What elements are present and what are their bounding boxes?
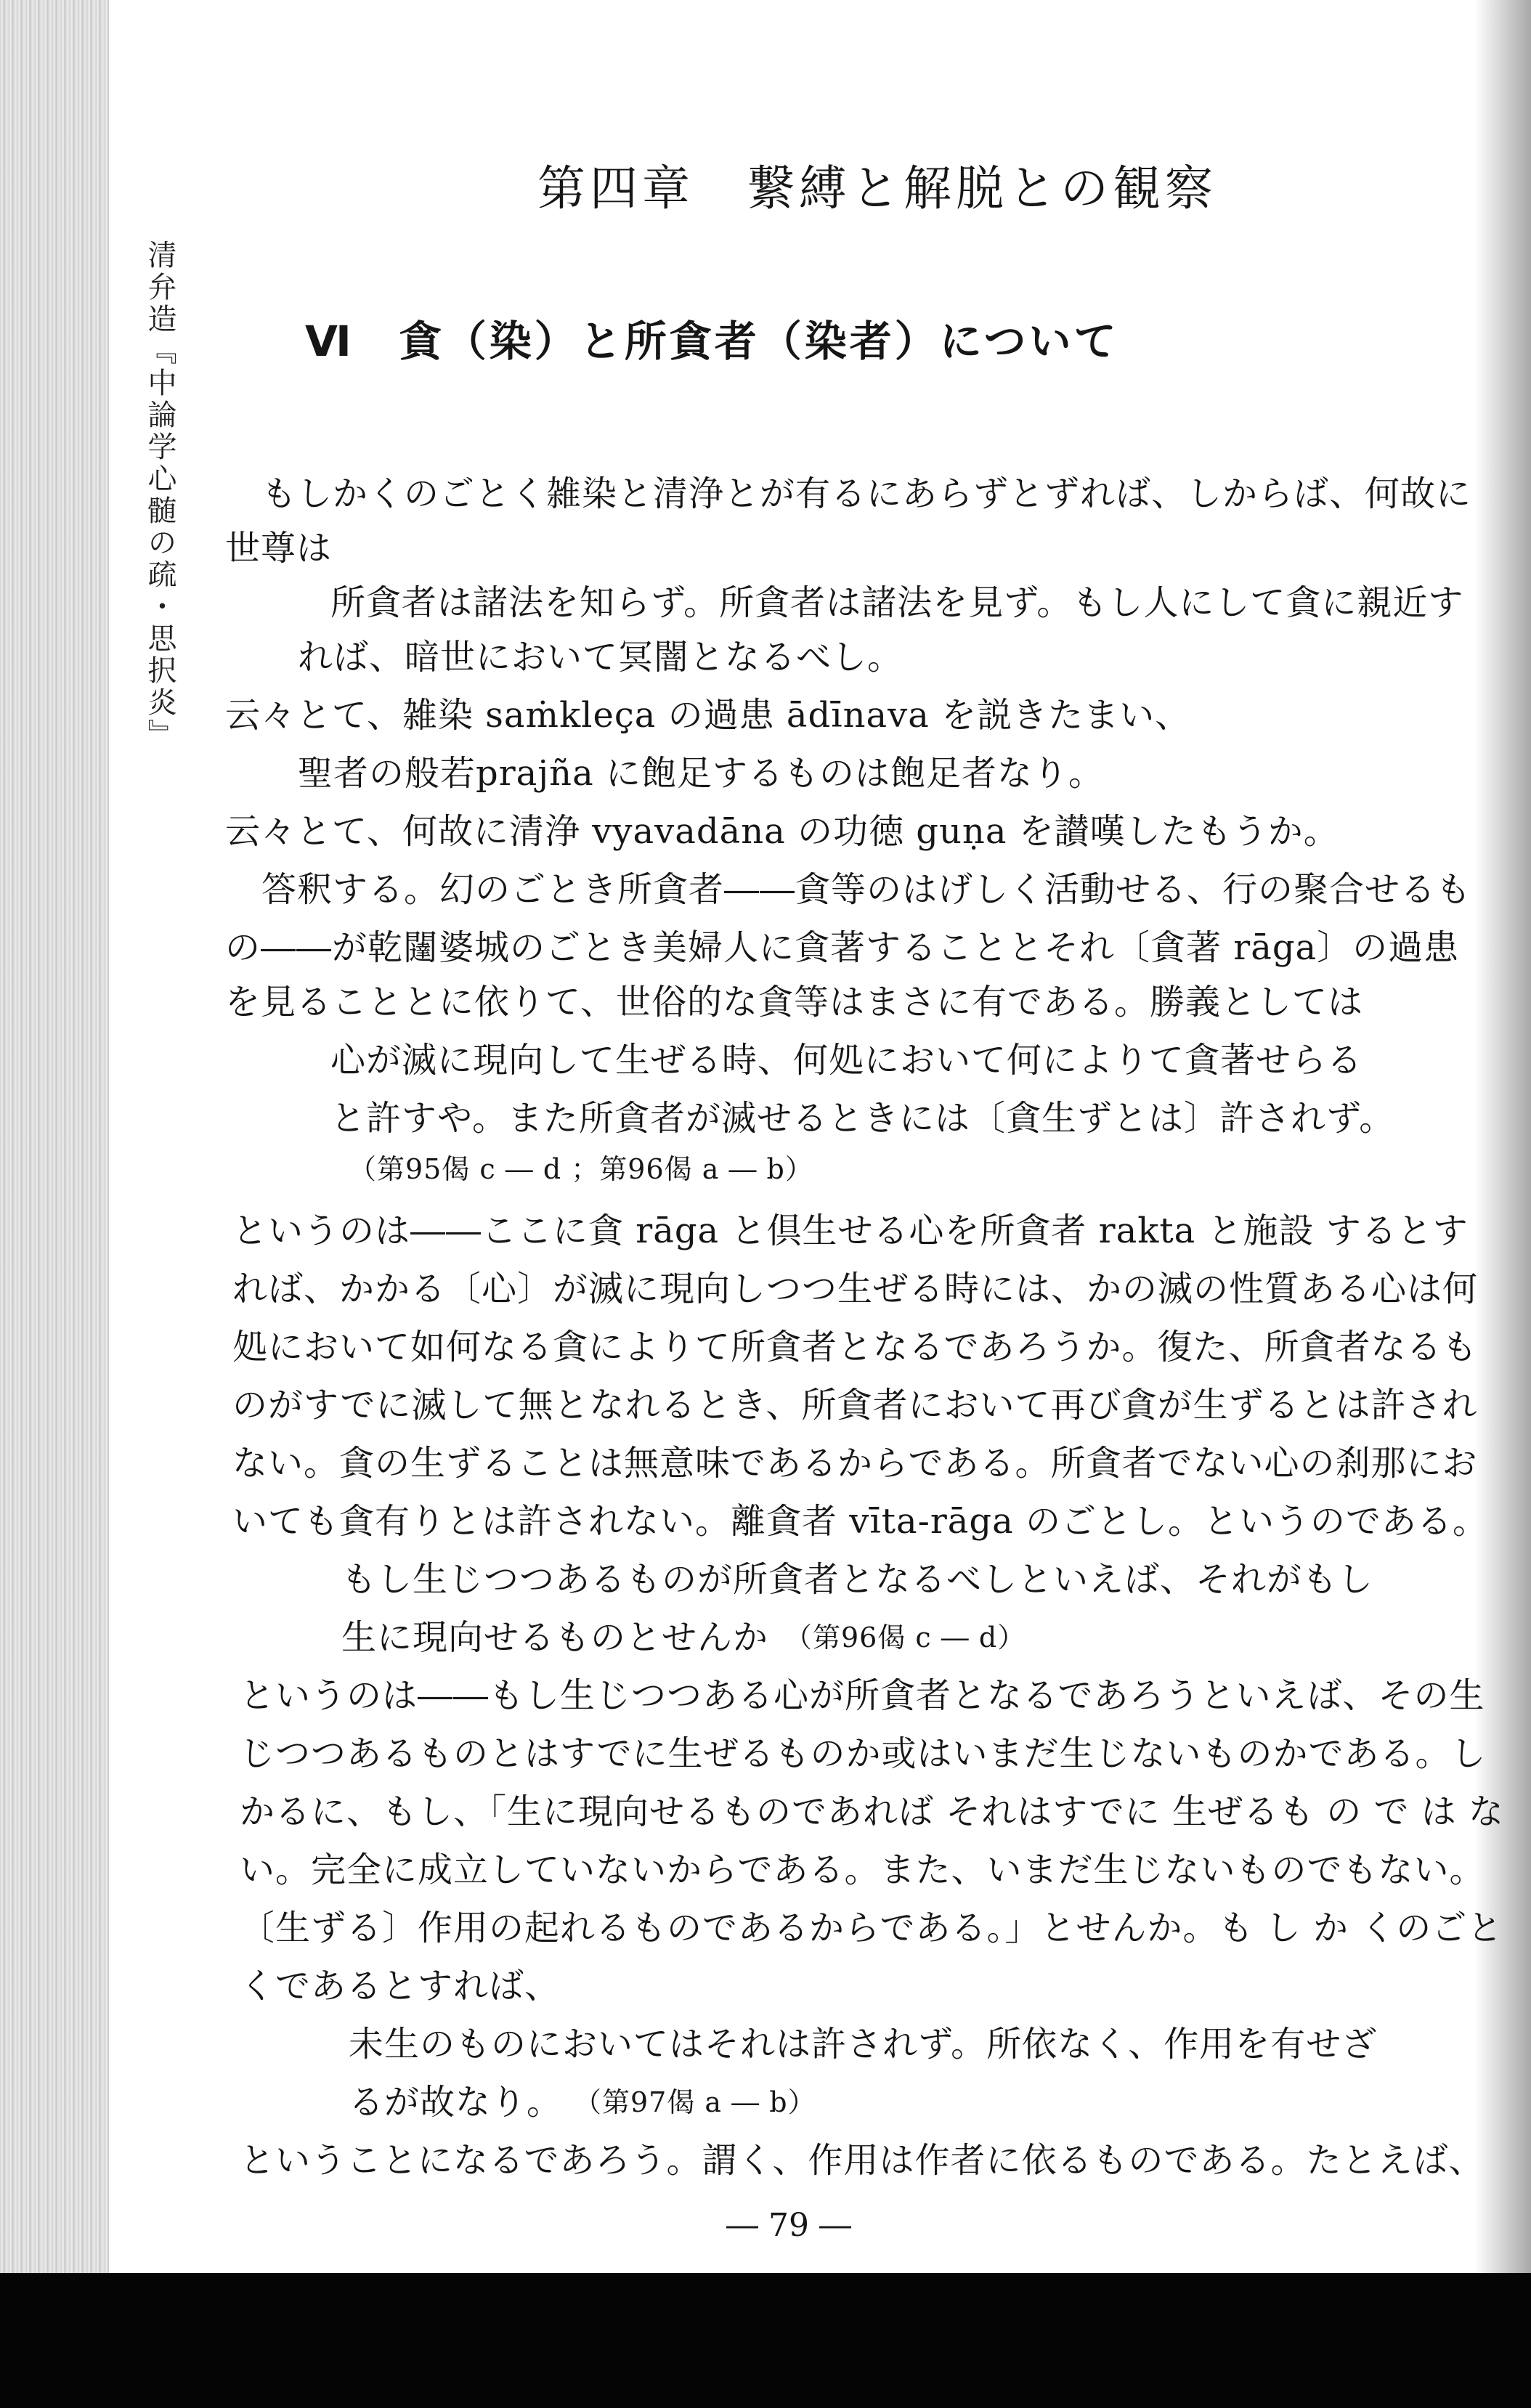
text-line: れば、暗世において冥闇となるべし。 (298, 637, 903, 678)
text-line: ない。貪の生ずることは無意味であるからである。所貪者でない心の刹那にお (232, 1443, 1478, 1484)
scan-shadow-left (0, 0, 109, 2273)
text-line: 所貪者は諸法を知らず。所貪者は諸法を見ず。もし人にして貪に親近す (330, 582, 1464, 623)
verse-citation: （第96偈 c ― d） (784, 1622, 1026, 1654)
text-line: の――が乾闥婆城のごとき美婦人に貪著することとそれ〔貪著 rāga〕の過患 (225, 927, 1460, 968)
text-line: 〔生ずる〕作用の起れるものであるからである。」とせんか。も し か くのごと (240, 1908, 1503, 1948)
text-line: を見ることとに依りて、世俗的な貪等はまさに有である。勝義としては (225, 982, 1364, 1022)
scan-border-bottom (0, 2273, 1531, 2408)
text-line: 生に現向せるものとせんか (341, 1617, 769, 1658)
text-line: 未生のものにおいてはそれは許されず。所依なく、作用を有せざ (349, 2024, 1378, 2065)
text-line: 答釈する。幻のごとき所貪者――貪等のはげしく活動せる、行の聚合せるも (261, 869, 1472, 910)
page-number: ― 79 ― (726, 2207, 851, 2244)
chapter-title: 第四章 繋縛と解脱との観察 (537, 160, 1217, 216)
running-side-title: 清弁造『中論学心髄の疏・思択炎』 (143, 240, 176, 751)
text-line: いても貪有りとは許されない。離貪者 vīta-rāga のごとし。というのである。 (232, 1501, 1489, 1542)
section-title: Ⅵ 貪（染）と所貪者（染者）について (305, 317, 1119, 366)
text-line: もし生じつつあるものが所貪者となるべしといえば、それがもし (341, 1559, 1374, 1600)
text-line: 処において如何なる貪によりて所貪者となるであろうか。復た、所貪者なるも (232, 1327, 1478, 1367)
text-line: 心が滅に現向して生ぜる時、何処において何によりて貪著せらる (330, 1040, 1363, 1081)
text-line: 云々とて、何故に清浄 vyavadāna の功徳 guṇa を讃嘆したもうか。 (225, 811, 1339, 852)
text-line: というのは――もし生じつつある心が所貪者となるであろうといえば、その生 (240, 1675, 1485, 1716)
text-line: かるに、もし、「生に現向せるものであれば それはすでに 生ぜるも の で は な (240, 1791, 1504, 1832)
text-line: と許すや。また所貪者が滅せるときには〔貪生ずとは〕許されず。 (330, 1098, 1395, 1139)
verse-citation: （第97偈 a ― b） (574, 2086, 816, 2118)
text-line: るが故なり。 (349, 2082, 563, 2123)
text-line: もしかくのごとく雑染と清浄とが有るにあらずとずれば、しからば、何故に (261, 473, 1472, 514)
text-line: ということになるであろう。謂く、作用は作者に依るものである。たとえば、 (240, 2140, 1485, 2181)
text-line: くであるとすれば、 (240, 1966, 561, 2006)
text-line: 世尊は (225, 528, 333, 569)
text-line: じつつあるものとはすでに生ぜるものか或はいまだ生じないものかである。し (240, 1733, 1487, 1774)
text-line: のがすでに滅して無となれるとき、所貪者において再び貪が生ずるとは許され (232, 1385, 1478, 1425)
text-line: れば、かかる〔心〕が滅に現向しつつ生ぜる時には、かの滅の性質ある心は何 (232, 1269, 1479, 1309)
text-line: 聖者の般若prajña に飽足するものは飽足者なり。 (298, 753, 1104, 794)
text-line: い。完全に成立していないからである。また、いまだ生じないものでもない。 (240, 1850, 1485, 1890)
text-line: というのは――ここに貪 rāga と倶生せる心を所貪者 rakta と施設 するとす (232, 1211, 1469, 1251)
verse-citation: （第95偈 c ― d ；第96偈 a ― b） (349, 1153, 813, 1185)
text-line: 云々とて、雑染 saṁkleça の過患 ādīnava を説きたまい、 (225, 695, 1191, 736)
